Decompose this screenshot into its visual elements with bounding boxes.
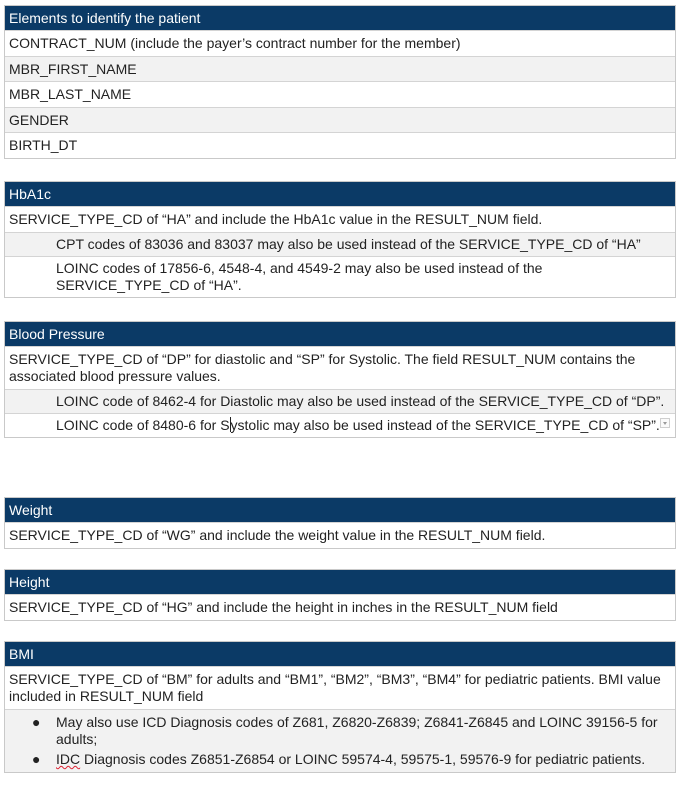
patient-row-contract: CONTRACT_NUM (include the payer’s contract number for the member) <box>5 30 675 56</box>
bmi-bullet-adults-text: May also use ICD Diagnosis codes of Z681, Z6820-Z6839; Z6841-Z6845 and LOINC 39156-5 for adults; <box>56 714 658 747</box>
hba1c-cpt-row: CPT codes of 83036 and 83037 may also be used instead of the SERVICE_TYPE_CD of “HA” <box>5 232 675 256</box>
bmi-bullet-adults <box>5 714 669 748</box>
blood-pressure-main-row: SERVICE_TYPE_CD of “DP” for diastolic and “SP” for Systolic. The field RESULT_NUM contains the associated blood pressure values. <box>5 346 675 389</box>
height-table <box>4 569 676 621</box>
systolic-text-start: LOINC code of 8480-6 for S <box>56 417 230 433</box>
blood-pressure-systolic-row[interactable] <box>5 413 675 437</box>
hba1c-table-header: HbA1c <box>5 182 675 206</box>
chevron-down-icon[interactable] <box>660 418 670 428</box>
patient-row-birth-date: BIRTH_DT <box>5 132 675 158</box>
bmi-bullet-pediatric <box>5 751 669 768</box>
weight-table-header: Weight <box>5 498 675 522</box>
patient-table-header: Elements to identify the patient <box>5 6 675 30</box>
blood-pressure-table-header: Blood Pressure <box>5 322 675 346</box>
bmi-bullets-row <box>5 709 675 772</box>
hba1c-loinc-row: LOINC codes of 17856-6, 4548-4, and 4549-2 may also be used instead of the SERVICE_TYPE_CD of “HA”. <box>5 256 675 297</box>
bmi-bullet-pediatric-text: Diagnosis codes Z6851-Z6854 or LOINC 59574-4, 59575-1, 59576-9 for pediatric patients. <box>80 751 646 767</box>
height-main-row: SERVICE_TYPE_CD of “HG” and include the height in inches in the RESULT_NUM field <box>5 594 675 620</box>
bullet-icon: ● <box>32 714 41 730</box>
blood-pressure-diastolic-row: LOINC code of 8462-4 for Diastolic may also be used instead of the SERVICE_TYPE_CD of “DP”. <box>5 389 675 413</box>
blood-pressure-table <box>4 321 676 438</box>
spelling-error-word[interactable]: IDC <box>56 751 81 767</box>
patient-row-last-name: MBR_LAST_NAME <box>5 81 675 107</box>
hba1c-main-row: SERVICE_TYPE_CD of “HA” and include the HbA1c value in the RESULT_NUM field. <box>5 206 675 232</box>
bmi-table <box>4 641 676 773</box>
hba1c-table <box>4 181 676 298</box>
weight-main-row: SERVICE_TYPE_CD of “WG” and include the weight value in the RESULT_NUM field. <box>5 522 675 548</box>
patient-table <box>4 5 676 159</box>
weight-table <box>4 497 676 549</box>
bmi-table-header: BMI <box>5 642 675 666</box>
systolic-text-end: ystolic may also be used instead of the SERVICE_TYPE_CD of “SP”. <box>230 417 660 433</box>
bmi-main-row: SERVICE_TYPE_CD of “BM” for adults and “BM1”, “BM2”, “BM3”, “BM4” for pediatric patients. BMI value included in RESULT_NUM field <box>5 666 675 709</box>
height-table-header: Height <box>5 570 675 594</box>
patient-row-first-name: MBR_FIRST_NAME <box>5 56 675 82</box>
patient-row-gender: GENDER <box>5 107 675 133</box>
bullet-icon: ● <box>32 751 41 767</box>
